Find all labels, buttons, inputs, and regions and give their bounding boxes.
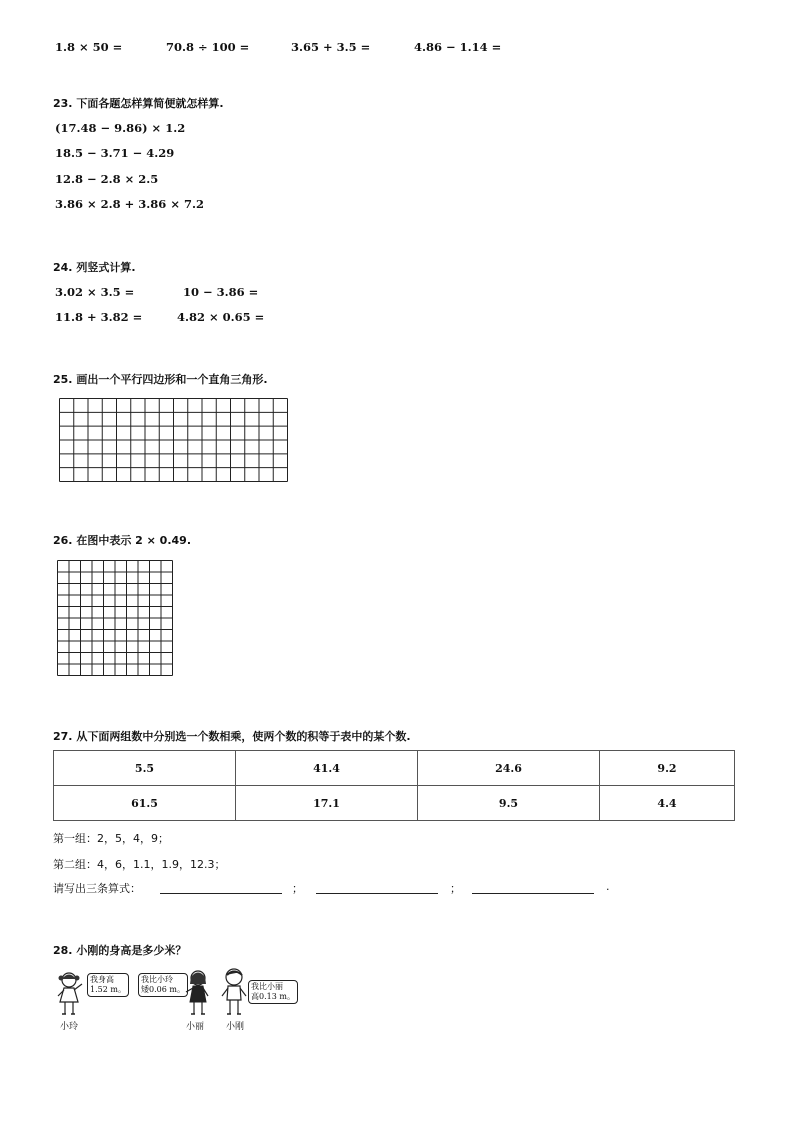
q23-item-3: 12.8 − 2.8 × 2.5 — [55, 172, 159, 186]
table-row — [54, 751, 735, 786]
q25-grid[interactable] — [59, 398, 288, 482]
q27-group-1: 第一组：2，5，4，9； — [53, 832, 169, 845]
q27-sep-1: ； — [292, 882, 303, 895]
table-row — [54, 786, 735, 821]
q24-item-2: 10 − 3.86 = — [183, 285, 259, 299]
q27-sep-2: ； — [450, 882, 461, 895]
q27-product-table — [53, 750, 735, 821]
expr-2: 70.8 ÷ 100 = — [166, 40, 250, 54]
q23-title: 23. 下面各题怎样算简便就怎样算. — [53, 97, 224, 110]
table-cell: 9.2 — [600, 751, 735, 786]
speech-bubble-3 — [248, 980, 298, 1004]
table-cell: 17.1 — [236, 786, 418, 821]
expr-4: 4.86 − 1.14 = — [414, 40, 502, 54]
girl-xiaoling-illustration — [54, 970, 88, 1018]
q24-title: 24. 列竖式计算. — [53, 261, 136, 274]
name-xiaogang: 小刚 — [226, 1022, 245, 1032]
bubble-3-line1: 我比小丽 — [251, 982, 283, 991]
answer-blank-2[interactable] — [316, 893, 438, 894]
q28-title: 28. 小刚的身高是多少米？ — [53, 944, 187, 957]
q23-item-1: (17.48 − 9.86) × 1.2 — [55, 121, 186, 135]
answer-blank-1[interactable] — [160, 893, 282, 894]
q23-item-2: 18.5 − 3.71 − 4.29 — [55, 146, 175, 160]
table-cell: 41.4 — [236, 751, 418, 786]
q27-end: . — [606, 880, 610, 893]
expr-1: 1.8 × 50 = — [55, 40, 123, 54]
name-xiaoling: 小玲 — [60, 1022, 79, 1032]
bubble-1-line2: 1.52 m。 — [90, 985, 126, 994]
table-cell: 5.5 — [54, 751, 236, 786]
bubble-2-line2: 矮0.06 m。 — [141, 985, 185, 994]
q26-hundred-grid[interactable] — [57, 560, 173, 676]
expr-3: 3.65 + 3.5 = — [291, 40, 371, 54]
table-cell: 9.5 — [418, 786, 600, 821]
q23-item-4: 3.86 × 2.8 + 3.86 × 7.2 — [55, 197, 204, 211]
q27-prompt: 请写出三条算式： — [53, 882, 141, 895]
q27-title: 27. 从下面两组数中分别选一个数相乘，使两个数的积等于表中的某个数. — [53, 730, 411, 743]
q24-item-3: 11.8 + 3.82 = — [55, 310, 143, 324]
bubble-1-line1: 我身高 — [90, 975, 114, 984]
q26-title: 26. 在图中表示 2 × 0.49. — [53, 534, 191, 547]
table-cell: 61.5 — [54, 786, 236, 821]
q24-item-1: 3.02 × 3.5 = — [55, 285, 135, 299]
table-cell: 24.6 — [418, 751, 600, 786]
q24-item-4: 4.82 × 0.65 = — [177, 310, 265, 324]
name-xiaoli: 小丽 — [186, 1022, 205, 1032]
table-cell: 4.4 — [600, 786, 735, 821]
q27-group-2: 第二组：4，6，1.1，1.9，12.3； — [53, 858, 226, 871]
answer-blank-3[interactable] — [472, 893, 594, 894]
girl-xiaoli-illustration — [180, 968, 214, 1018]
speech-bubble-1 — [87, 973, 129, 997]
q25-title: 25. 画出一个平行四边形和一个直角三角形. — [53, 373, 268, 386]
bubble-2-line1: 我比小玲 — [141, 975, 173, 984]
bubble-3-line2: 高0.13 m。 — [251, 992, 295, 1001]
